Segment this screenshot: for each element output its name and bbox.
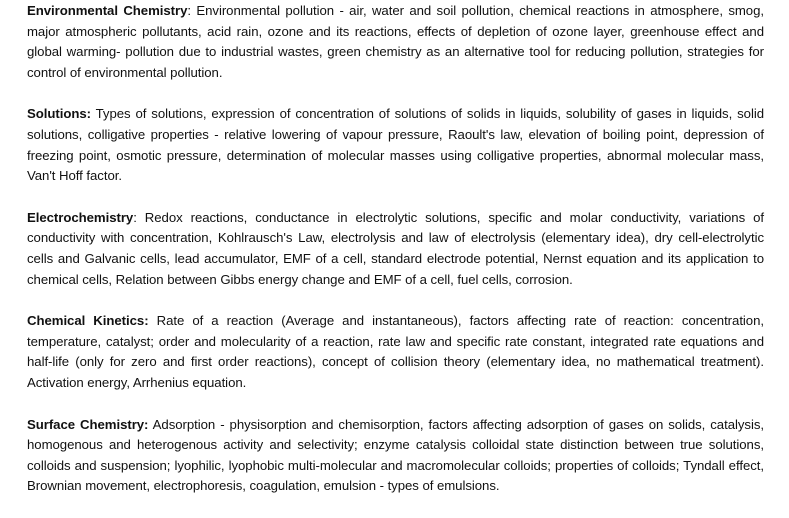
syllabus-document: [27, 1, 764, 518]
section-environmental-chemistry: [27, 1, 764, 83]
section-heading: Environmental Chemistry: [27, 3, 188, 18]
heading-separator: :: [187, 3, 197, 18]
section-chemical-kinetics: [27, 311, 764, 393]
section-body: Adsorption - physisorption and chemisorption, factors affecting adsorption of gases on solids, catalysis, homogenous and heterogenous activity and selectivity; enzyme catalysis colloidal state distinction between true solutions, colloids and suspension; lyophilic, lyophobic multi-molecular and macromolecular colloids; properties of colloids; Tyndall effect, Brownian movement, electrophoresis, coagulation, emulsion - types of emulsions.: [27, 416, 764, 494]
heading-separator: :: [133, 209, 145, 225]
section-heading: Electrochemistry: [27, 209, 134, 225]
section-heading: Surface Chemistry:: [27, 416, 149, 432]
section-body: Redox reactions, conductance in electrolytic solutions, specific and molar conductivity, variations of conductivity with concentration, Kohlrausch's Law, electrolysis and law of electrolysis (elementary idea), dry cell-electrolytic cells and Galvanic cells, lead accumulator, EMF of a cell, standard electrode potential, Nernst equation and its application to chemical cells, Relation between Gibbs energy change and EMF of a cell, fuel cells, corrosion.: [27, 209, 764, 287]
section-electrochemistry: [27, 208, 764, 290]
section-body: Environmental pollution - air, water and soil pollution, chemical reactions in atmosphere, smog, major atmospheric pollutants, acid rain, ozone and its reactions, effects of depletion of ozone layer, greenhouse effect and global warming- pollution due to industrial wastes, green chemistry as an alternative tool for reducing pollution, strategies for control of environmental pollution.: [27, 3, 764, 80]
section-surface-chemistry: [27, 415, 764, 497]
section-solutions: [27, 104, 764, 186]
section-heading: Chemical Kinetics:: [27, 313, 149, 329]
section-body: Rate of a reaction (Average and instantaneous), factors affecting rate of reaction: concentration, temperature, catalyst; order and molecularity of a reaction, rate law and specific rate constant, integrated rate equations and half-life (only for zero and first order reactions), concept of collision theory (elementary idea, no mathematical treatment). Activation energy, Arrhenius equation.: [27, 313, 764, 390]
section-body: Types of solutions, expression of concentration of solutions of solids in liquids, solubility of gases in liquids, solid solutions, colligative properties - relative lowering of vapour pressure, Raoult's law, elevation of boiling point, depression of freezing point, osmotic pressure, determination of molecular masses using colligative properties, abnormal molecular mass, Van't Hoff factor.: [27, 106, 764, 184]
heading-separator: [149, 313, 157, 328]
section-heading: Solutions:: [27, 106, 91, 122]
